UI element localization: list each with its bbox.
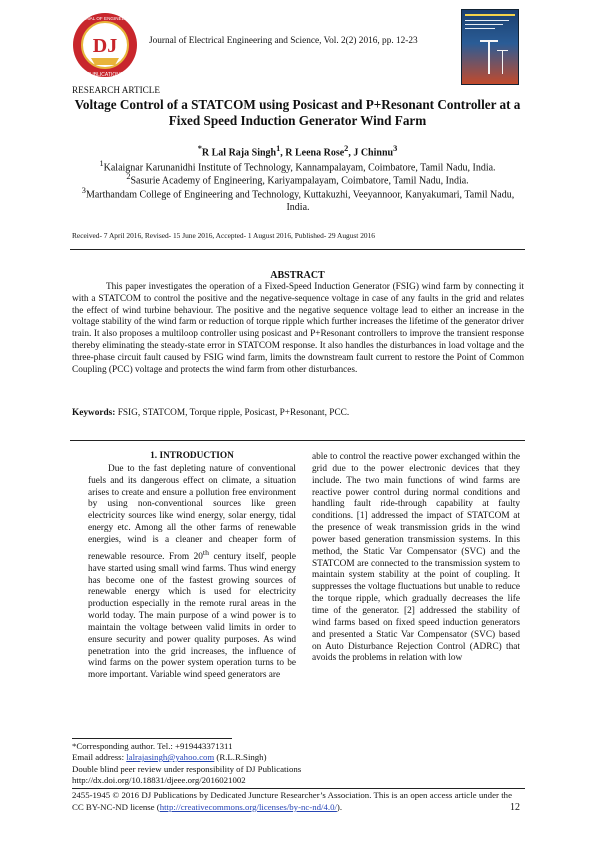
affiliation-sup: 2 <box>126 172 131 181</box>
affiliation-text: Sasurie Academy of Engineering, Kariyampalayam, Coimbatore, Tamil Nadu, India. <box>130 175 469 187</box>
article-type: RESEARCH ARTICLE <box>72 85 161 95</box>
author-affil-sup: 2 <box>344 144 349 153</box>
abstract-text: This paper investigates the operation of a Fixed-Speed Induction Generator (FSIG) wind farm by connecting it with a STATCOM to control the positive and the negative-sequence voltage in case of any faults in the grid and relates the effect of wind turbine behaviour. The positive and the negative sequence voltage lead to either an increase in the voltage stability of the wind farm or reduction of torque ripple which further increases the lifetime of the generator driver train. It also proposes a multiloop controller using posicast and P+Resonant controllers to improve the transient response thereby eliminating the steady-state error in STATCOM response. It also handles the disturbances in load voltage and the three-phase circuit fault caused by FSIG wind farm, limits the downstream fault current to restore the Point of Common Coupling (PCC) voltage and protects the wind farm from other disturbances. <box>72 282 524 375</box>
affiliation-sup: 1 <box>99 159 104 168</box>
footnote-divider <box>72 738 232 739</box>
intro-text: century itself, people have started using small wind farms. Thus wind energy has become one of the fastest growing sources of renewable energy which is used for electricity production especially in the remote rural areas in the world today. The main purpose of a wind power is to maintain the voltage between valid limits in order to ensure security and power quality purposes. As wind penetration into the grid increases, the influence of wind farms on the power system operation turns to be more important. Variable wind speed generators are <box>88 551 296 681</box>
logo-ring-top: JOURNAL OF ENGINEERING <box>73 16 137 21</box>
author-affil-sup: 1 <box>276 144 281 153</box>
author-affil-sup: 3 <box>393 144 398 153</box>
body-column-right <box>312 452 520 665</box>
corresponding-mark: * <box>197 144 202 153</box>
header-divider <box>70 249 525 250</box>
article-dates: Received- 7 April 2016, Revised- 15 June 2016, Accepted- 1 August 2016, Published- 29 August 2016 <box>72 231 375 240</box>
email-line <box>72 752 267 762</box>
intro-text: Due to the fast depleting nature of conventional fuels and its dangerous effect on climate, a situation arises to create and ensure a pollution free environment by using non-conventional sources like green electricity sources like wind energy, solar energy, tidal energy etc. Among all the other farms of renewable energies, wind is a cleaner and cheaper form of renewable resource. From 20 <box>88 463 296 562</box>
copyright-notice <box>72 790 512 813</box>
author-name: R Lal Raja Singh <box>201 147 277 159</box>
affiliation <box>72 184 524 214</box>
license-link[interactable]: http://creativecommons.org/licenses/by-nc-nd/4.0/ <box>159 801 337 812</box>
intro-paragraph-continued: able to control the reactive power exchanged within the grid due to the power electronic devices that they include. The two main functions of wind farms are reactive power control during normal conditions and handling fault ride-through capability at faulty conditions. [1] addressed the impact of STATCOM at the presence of weak transmission grids in the wind power based generation transmission systems. In this method, the Static Var Compensator (SVC) and the STATCOM are connected to the transmission system to maintain system stability at the point of coupling. It suppresses the voltage fluctuations but unable to reduce the torque ripple, which gradually decreases the life time of the generator. [2] addressed the stability of wind farms based on fixed speed induction generators and presented a Static Var Compensator (SVC) based on Auto Disturbance Rejection Control (ADRC) that avoids the problems in relation with low <box>312 452 520 664</box>
email-suffix: (R.L.R.Singh) <box>214 752 267 762</box>
logo-ring-bottom: PUBLICATIONS <box>86 72 124 78</box>
ordinal-sup: th <box>202 547 209 557</box>
page-number: 12 <box>510 802 520 813</box>
peer-review-note: Double blind peer review under responsibility of DJ Publications <box>72 764 302 774</box>
logo-text: DJ <box>92 35 118 57</box>
keywords-label: Keywords: <box>72 408 116 418</box>
corresponding-author: *Corresponding author. Tel.: +919443371311 <box>72 741 233 751</box>
affiliation-text: Kalaignar Karunanidhi Institute of Technology, Kannampalayam, Coimbatore, Tamil Nadu, India. <box>103 162 496 174</box>
journal-cover-thumbnail <box>461 9 519 85</box>
affiliation-text: Marthandam College of Engineering and Technology, Kuttakuzhi, Veeyannoor, Kanyakumari, Tamil Nadu, India. <box>85 189 515 214</box>
keywords-text: FSIG, STATCOM, Torque ripple, Posicast, P+Resonant, PCC. <box>117 408 350 418</box>
email-link[interactable]: lalrajasingh@yahoo.com <box>126 752 215 762</box>
doi-link[interactable]: http://dx.doi.org/10.18831/djeee.org/2016021002 <box>72 775 246 785</box>
email-label: Email address: <box>72 752 127 762</box>
author-name: J Chinnu <box>353 147 394 159</box>
author-list: *R Lal Raja Singh$^1$, R Leena Rose$^2$, J Chinnu$^3$ <box>197 144 398 159</box>
journal-logo <box>71 10 139 80</box>
copyright-text: ). <box>336 801 343 812</box>
abstract-heading: ABSTRACT <box>270 270 325 281</box>
copyright-text: 2455-1945 © 2016 DJ Publications by Dedicated Juncture Researcher’s Association. This is an open access article under the CC BY-NC-ND license ( <box>72 790 512 812</box>
keywords <box>72 408 349 418</box>
intro-paragraph <box>88 464 296 682</box>
journal-citation: Journal of Electrical Engineering and Science, Vol. 2(2) 2016, pp. 12-23 <box>149 36 418 46</box>
logo-banner <box>91 58 119 65</box>
body-column-left <box>88 451 296 682</box>
paper-title: Voltage Control of a STATCOM using Posicast and P+Resonant Controller at a Fixed Speed Induction Generator Wind Farm <box>74 97 521 128</box>
section-heading: 1. INTRODUCTION <box>150 451 234 461</box>
affiliation-sup: 3 <box>81 186 86 195</box>
footer-divider <box>72 788 525 789</box>
abstract-divider <box>70 440 525 441</box>
author-name: R Leena Rose <box>285 147 345 159</box>
